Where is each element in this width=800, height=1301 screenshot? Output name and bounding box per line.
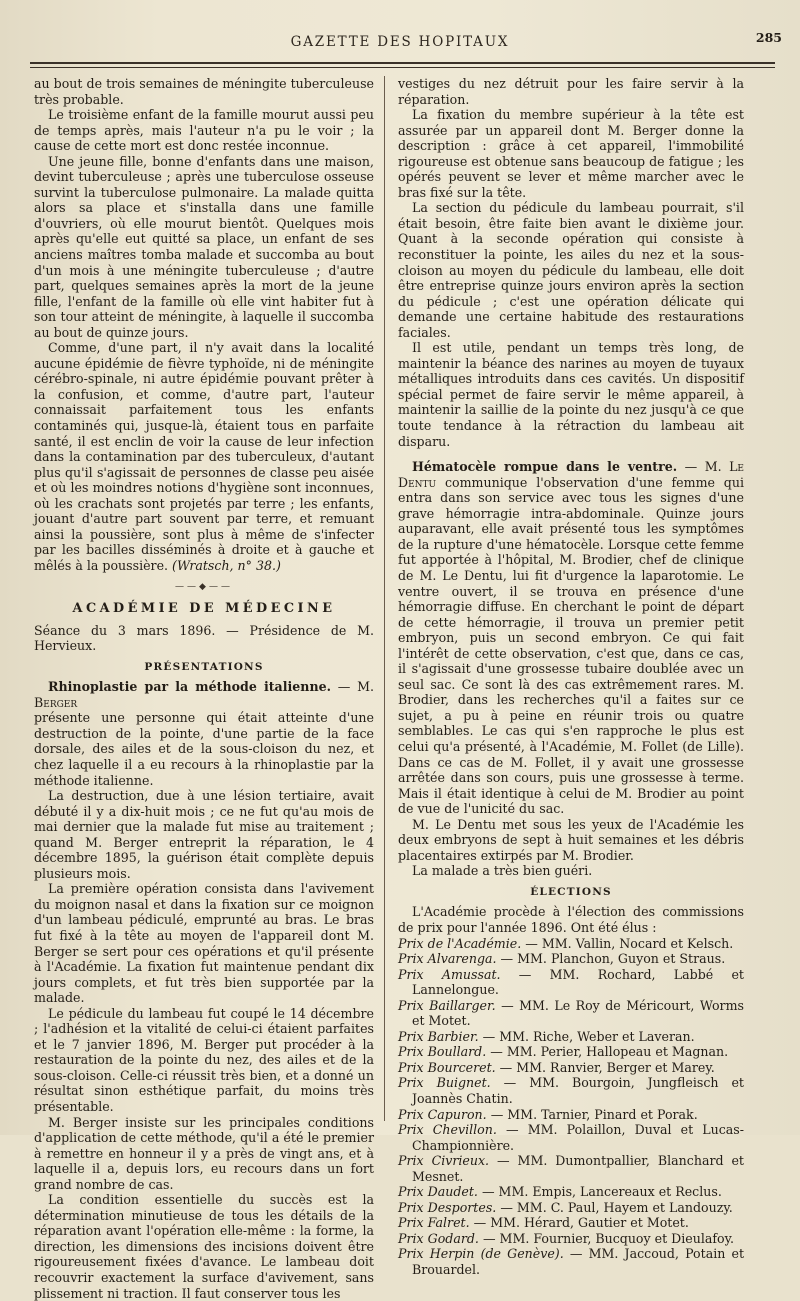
section-ornament: ——◆—— [175, 581, 233, 592]
prize-name: Prix Daudet. [398, 1184, 478, 1200]
prize-entry [398, 951, 744, 967]
prize-members: — MM. Riche, Weber et Laveran. [482, 1028, 695, 1044]
paragraph: M. Le Dentu met sous les yeux de l'Académie les deux embryons de sept à huit semaines et les débris placentaires extirpés par M. Brodier. [398, 816, 744, 863]
prize-members: — MM. Polaillon, Duval et Lucas-Championnière. [412, 1122, 745, 1153]
paragraph [34, 340, 374, 573]
paragraph-text: communique l'observation d'une femme qui entra dans son service avec tous les signes d'une grave hémorragie intra-abdominale. Quinze jours auparavant, elle avait présenté tous les symptômes de la rupture d'une hématocèle. Lorsque cette femme fut apportée à l'hôpital, M. Brodier, chef de clinique de M. Le Dentu, lui fit d'urgence la laparotomie. Le ventre ouvert, il se trouva en présence d'une hémorragie diffuse. En cherchant le point de départ de cette hémorragie, il trouva un premier petit embryon, puis un second embryon. Ce qui fait l'intérêt de cette observation, c'est que, dans ce cas, il s'agissait d'une grossesse tubaire doublée avec un seul sac. Ce sont là des cas extrêmement rares. M. Brodier, dans les recherches qu'il a faites sur ce sujet, a pu à peine en réunir trois ou quatre semblables. Le cas qui s'en rapproche le plus est celui qu'a présenté, à l'Académie, M. Follet (de Lille). Dans ce cas de M. Follet, il y avait une grossesse arrêtée dans son cours, puis une grossesse à terme. Mais il était identique à celui de M. Brodier au point de vue de l'unicité du sac. [398, 474, 744, 817]
prize-entry [398, 1044, 744, 1060]
running-head: GAZETTE DES HOPITAUX [290, 34, 510, 50]
prize-entry [398, 1060, 744, 1076]
section-title: ACADÉMIE DE MÉDECINE [72, 601, 336, 617]
prize-entry [398, 998, 744, 1029]
prize-name: Prix Falret. [398, 1215, 470, 1231]
prize-members: — MM. C. Paul, Hayem et Landouzy. [500, 1199, 733, 1215]
prize-members: — MM. Bourgoin, Jungfleisch et Joannès Chatin. [412, 1075, 744, 1106]
citation: (Wratsch, n° 38.) [172, 557, 281, 573]
article-lead [34, 679, 374, 710]
prize-members: — MM. Vallin, Nocard et Kelsch. [525, 935, 734, 951]
prize-members: — MM. Hérard, Gautier et Motet. [473, 1215, 689, 1231]
prize-name: Prix Barbier. [398, 1028, 479, 1044]
prize-name: Prix Chevillon. [398, 1122, 497, 1138]
prize-entry [398, 1075, 744, 1106]
article-title: Rhinoplastie par la méthode italienne. [48, 679, 332, 695]
prize-entry [398, 1153, 744, 1184]
prize-name: Prix Baillarger. [398, 997, 496, 1013]
paragraph: La première opération consista dans l'avivement du moignon nasal et dans la fixation sur ce moignon d'un lambeau pédiculé, emprunté au bras. Le bras fut fixé à la tête au moyen de l'appareil dont M. Berger se sert pour ces opérations et qu'il présente à l'Académie. La fixation fut maintenue pendant dix jours complets, et fut très bien supportée par la malade. [34, 881, 374, 1006]
prize-members: — MM. Jaccoud, Potain et Brouardel. [412, 1246, 745, 1278]
prize-members: — MM. Dumontpallier, Blanchard et Mesnet. [412, 1153, 744, 1184]
session-line: Séance du 3 mars 1896. — Présidence de M. Hervieux. [34, 622, 374, 654]
prize-entry [398, 936, 744, 952]
header-rule [30, 62, 775, 64]
paragraph: Il est utile, pendant un temps très long, de maintenir la béance des narines au moyen de tuyaux métalliques introduits dans ces cavités. Un dispositif spécial permet de faire servir le même appareil, à maintenir la saillie de la pointe du nez jusqu'à ce que toute tendance à la rétraction du lambeau ait disparu. [398, 340, 744, 449]
article-title: Hématocèle rompue dans le ventre. [412, 459, 678, 475]
right-column [398, 76, 745, 1278]
article-author: — M. Le Dentu [398, 459, 744, 490]
prize-name: Prix Boullard. [398, 1044, 487, 1060]
prize-entry [398, 1231, 744, 1247]
prize-members: — MM. Le Roy de Méricourt, Worms et Motet. [412, 997, 744, 1029]
paragraph: L'Académie procède à l'élection des commissions de prix pour l'année 1896. Ont été élus : [398, 904, 744, 935]
paragraph: présente une personne qui était atteinte d'une destruction de la pointe, d'une partie de la face dorsale, des ailes et de la sous-cloison du nez, et chez laquelle il a eu recours à la rhinoplastie par la méthode italienne. [34, 710, 374, 788]
prize-members: — MM. Ranvier, Berger et Marey. [499, 1059, 715, 1075]
prize-entry [398, 1107, 744, 1123]
prize-members: — MM. Empis, Lancereaux et Reclus. [481, 1184, 722, 1200]
paragraph: Le pédicule du lambeau fut coupé le 14 décembre ; l'adhésion et la vitalité de celui-ci étaient parfaites et le 7 janvier 1896, M. Berger put procéder à la restauration de la pointe du nez, des ailes et de la sous-cloison. Celle-ci réussit très bien, et a donné un résultat sinon esthétique parfait, du moins très présentable. [34, 1005, 374, 1114]
prize-name: Prix de l'Académie. [398, 935, 522, 951]
prize-members: — MM. Planchon, Guyon et Straus. [500, 951, 726, 967]
prize-name: Prix Buignet. [398, 1075, 491, 1091]
prize-members: — MM. Fournier, Bucquoy et Dieulafoy. [482, 1230, 735, 1246]
page-number: 285 [755, 30, 782, 45]
spacer [398, 449, 744, 459]
prize-entry [398, 1122, 744, 1153]
paragraph: La malade a très bien guéri. [412, 863, 593, 879]
subsection-title: PRÉSENTATIONS [144, 660, 264, 673]
paragraph-text: Comme, d'une part, il n'y avait dans la localité aucune épidémie de fièvre typhoïde, ni de méningite cérébro-spinale, ni autre épidémie pouvant prêter à la confusion, et comme, d'autre part, l'auteur connaissait parfaitement tous les enfants contaminés qui, jusque-là, étaient tous en parfaite santé, il est enclin de voir la cause de leur infection dans la contamination par des tuberculeux, d'autant plus qu'il s'agissait de personnes de classe peu aisée et où les moindres notions d'hygiène sont inconnues, où les crachats sont projetés par terre ; les enfants, jouant d'autre part souvent par terre, et remuant ainsi la poussière, sont plus à même de s'infecter par les bacilles disséminés à droite et à gauche et mêlés à la poussière. [34, 340, 374, 573]
prize-commission-list [398, 936, 744, 1278]
prize-name: Prix Bourceret. [398, 1059, 496, 1075]
prize-name: Prix Desportes. [398, 1199, 497, 1215]
prize-members: — MM. Tarnier, Pinard et Porak. [490, 1106, 698, 1122]
left-column [34, 76, 374, 1301]
prize-name: Prix Alvarenga. [398, 951, 497, 967]
subsection-title: ÉLECTIONS [530, 885, 612, 898]
prize-members: — MM. Rochard, Labbé et Lannelongue. [412, 966, 744, 998]
paragraph: La destruction, due à une lésion tertiaire, avait débuté il y a dix-huit mois ; ce ne fut qu'au mois de mai dernier que la malade fut mise au traitement ; quand M. Berger entreprit la réparation, le 4 décembre 1895, la guérison était complète depuis plusieurs mois. [34, 788, 374, 881]
prize-name: Prix Godard. [398, 1230, 479, 1246]
paragraph: Le troisième enfant de la famille mourut aussi peu de temps après, mais l'auteur n'a pu le voir ; la cause de cette mort est donc restée inconnue. [34, 107, 374, 154]
paragraph: M. Berger insiste sur les principales conditions d'application de cette méthode, qu'il a été le premier à remettre en honneur il y a près de vingt ans, et à laquelle il a, depuis lors, eu recours dans un fort grand nombre de cas. [34, 1114, 374, 1192]
paragraph: au bout de trois semaines de méningite tuberculeuse très probable. [34, 76, 374, 107]
header-rule-thin [30, 67, 775, 68]
prize-entry [398, 1246, 744, 1277]
paragraph: vestiges du nez détruit pour les faire servir à la réparation. [398, 76, 744, 107]
prize-name: Prix Amussat. [398, 966, 501, 982]
paragraph: La section du pédicule du lambeau pourrait, s'il était besoin, être faite bien avant le dixième jour. Quant à la seconde opération qui consiste à reconstituer la pointe, les ailes du nez et la sous-cloison au moyen du pédicule du lambeau, elle doit être entreprise quinze jours environ après la section du pédicule ; c'est une opération délicate qui demande une certaine habitude des restaurations faciales. [398, 200, 744, 340]
column-divider [384, 76, 385, 1121]
prize-entry [398, 1215, 744, 1231]
article-lead [398, 459, 744, 817]
prize-entry [398, 1029, 744, 1045]
prize-name: Prix Capuron. [398, 1106, 487, 1122]
prize-name: Prix Civrieux. [398, 1153, 490, 1169]
paragraph: La condition essentielle du succès est la détermination minutieuse de tous les détails de la réparation avant l'opération elle-même : la forme, la direction, les dimensions des incisions doivent être rigoureusement fixées d'avance. Le lambeau doit recouvrir exactement la surface d'avivement, sans plissement ni traction. Il faut conserver tous les [34, 1192, 374, 1301]
prize-entry [398, 1200, 744, 1216]
prize-name: Prix Herpin (de Genève). [398, 1246, 564, 1262]
prize-entry [398, 1184, 744, 1200]
article-author: — M. Berger [34, 679, 374, 710]
paragraph: La fixation du membre supérieur à la tête est assurée par un appareil dont M. Berger donne la description : grâce à cet appareil, l'immobilité rigoureuse est obtenue sans beaucoup de fatigue ; les opérés peuvent se lever et même marcher avec le bras fixé sur la tête. [398, 107, 744, 200]
prize-members: — MM. Perier, Hallopeau et Magnan. [490, 1044, 729, 1060]
prize-entry [398, 967, 744, 998]
paragraph: Une jeune fille, bonne d'enfants dans une maison, devint tuberculeuse ; après une tuberculose osseuse survint la tuberculose pulmonaire. La malade quitta alors sa place et s'installa dans une famille d'ouvriers, où elle mourut bientôt. Quelques mois après qu'elle eut quitté sa place, un enfant de ses anciens maîtres tomba malade et succomba au bout d'un mois à une méningite tuberculeuse ; d'autre part, quelques semaines après la mort de la jeune fille, l'enfant de la famille où elle vint habiter fut à son tour atteint de méningite, à laquelle il succomba au bout de quinze jours. [34, 153, 374, 340]
